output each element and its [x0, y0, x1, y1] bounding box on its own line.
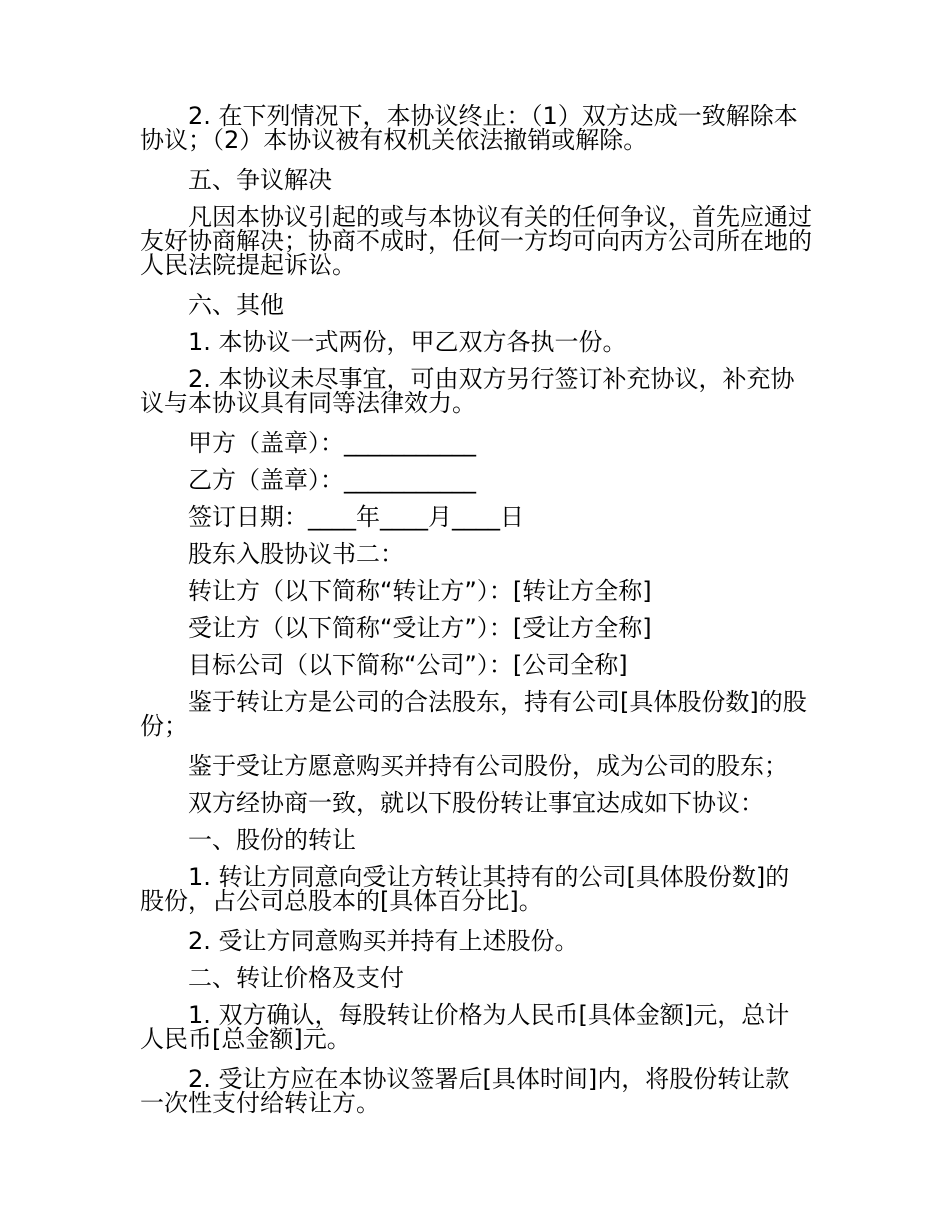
transfer-clause-2: 2. 受让方同意购买并持有上述股份。 — [188, 927, 579, 955]
copies-clause: 1. 本协议一式两份，甲乙双方各执一份。 — [188, 328, 627, 356]
signing-date: 签订日期：____年____月____日 — [188, 503, 524, 531]
party-b-seal: 乙方（盖章）：___________ — [188, 466, 476, 494]
section-heading-other: 六、其他 — [188, 291, 284, 319]
party-a-seal: 甲方（盖章）：___________ — [188, 429, 476, 457]
agreement-two-title: 股东入股协议书二： — [188, 540, 404, 568]
section-heading-transfer: 一、股份的转让 — [188, 826, 356, 854]
supplement-clause: 2. 本协议未尽事宜，可由双方另行签订补充协议，补充协议与本协议具有同等法律效力。 — [140, 365, 795, 417]
price-clause-2: 2. 受让方应在本协议签署后[具体时间]内，将股份转让款一次性支付给转让方。 — [140, 1065, 790, 1117]
transfer-clause-1: 1. 转让方同意向受让方转让其持有的公司[具体股份数]的股份，占公司总股本的[具体百分比]。 — [140, 863, 790, 915]
dispute-clause: 凡因本协议引起的或与本协议有关的任何争议，首先应通过友好协商解决；协商不成时，任何一方均可向丙方公司所在地的人民法院提起诉讼。 — [140, 203, 812, 279]
transferee-line: 受让方（以下简称“受让方”）：[受让方全称] — [188, 614, 652, 642]
document-body — [140, 104, 812, 1131]
termination-clause: 2. 在下列情况下，本协议终止：（1）双方达成一致解除本协议；（2）本协议被有权机关依法撤销或解除。 — [140, 102, 798, 154]
section-heading-dispute: 五、争议解决 — [188, 166, 332, 194]
recital-agreement: 双方经协商一致，就以下股份转让事宜达成如下协议： — [188, 789, 764, 817]
price-clause-1: 1. 双方确认，每股转让价格为人民币[具体金额]元，总计人民币[总金额]元。 — [140, 1001, 790, 1053]
recital-transferor: 鉴于转让方是公司的合法股东，持有公司[具体股份数]的股份； — [140, 688, 807, 740]
section-heading-price: 二、转让价格及支付 — [188, 964, 404, 992]
recital-transferee: 鉴于受让方愿意购买并持有公司股份，成为公司的股东； — [188, 752, 788, 780]
target-company-line: 目标公司（以下简称“公司”）：[公司全称] — [188, 651, 628, 679]
transferor-line: 转让方（以下简称“转让方”）：[转让方全称] — [188, 577, 652, 605]
